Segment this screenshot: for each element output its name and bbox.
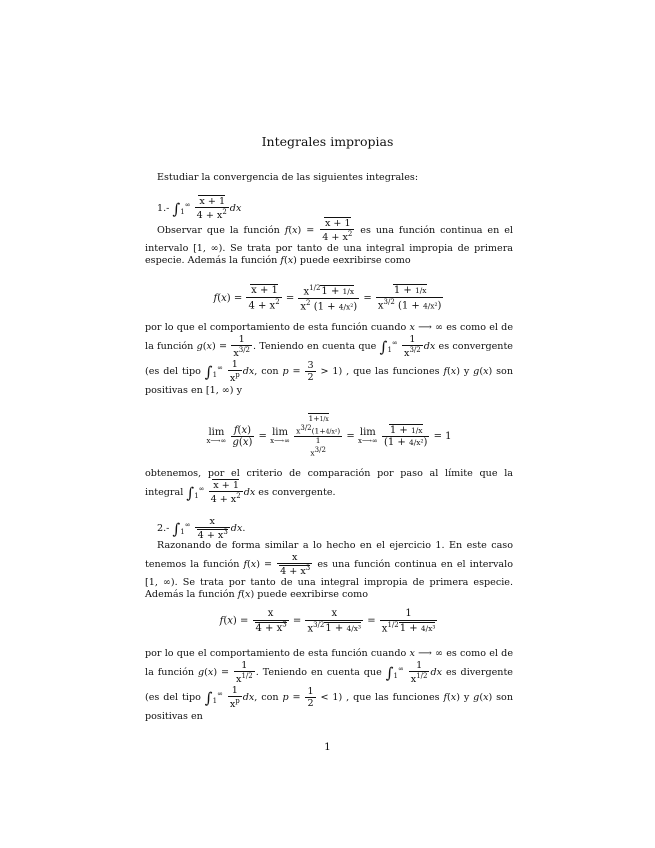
item1-equation-2: lim x⟶∞ $\frac{f(x)}{g(x)}$ = lim x⟶∞ 1+1/x $x^{3/2}(1+4/x^2)$ 1 $x^{3/2}$ = lim x⟶∞ $\frac{1 + 1/x}{\text{(1 + 4/x²)}}$ = 1 xyxy=(206,414,452,458)
item2-equation-1: f(x) = $\frac{x}{4 + x^3}$ = $\frac{x}{x^{3/2}1 + 4/x^3}$ = $\frac{1}{x^{1/2}1 + 4/x^3}$ xyxy=(219,608,436,634)
item2-paragraph-a: Razonando de forma similar a lo hecho en el ejercicio 1. En este caso tenemos la función f(x) = $\frac{x}{4 + x^3}$ es una función continua en el intervalo [1, ∞). Se trata por tanto de una integral impropia de primera especie. Además la función f(x) puede eexribirse como xyxy=(145,540,513,601)
item2-paragraph-b: por lo que el comportamiento de esta función cuando x ⟶ ∞ es como el de la función g(x) = $\frac{1}{x^{1/2}}$ . Teniendo en cuenta que $\int_1^\infty$ $\frac{1}{x^{1/2}}$ dx es divergente (es del tipo $\int_1^\infty$ $\frac{1}{x^p}$ dx, con p = $\frac{1}{2}$ < 1) , que las funciones f(x) y g(x) son positivas en xyxy=(145,648,514,722)
intro-sentence: Estudiar la convergencia de las siguientes integrales: xyxy=(157,172,419,183)
item1-heading: 1.- $\int_1^\infty$ $\frac{x + 1}{4 + x^2}$ dx xyxy=(145,196,513,221)
intro-text xyxy=(145,172,513,184)
item2-label: 2.- xyxy=(157,523,170,535)
page-title: Integrales impropias xyxy=(261,134,394,149)
item1-paragraph-b: por lo que el comportamiento de esta función cuando x ⟶ ∞ es como el de la función g(x) = $\frac{1}{x^{3/2}}$ . Teniendo en cuenta que $\int_1^\infty$ $\frac{1}{x^{3/2}}$ dx es convergente (es del tipo $\int_1^\infty$ $\frac{1}{x^p}$ dx, con p = $\frac{3}{2}$ > 1) , que las funciones f(x) y g(x) son positivas en [1, ∞) y xyxy=(145,322,514,396)
item1-paragraph-a: Observar que la función f(x) = $\frac{x + 1}{4 + x^2}$ es una función continua en el intervalo [1, ∞). Se trata por tanto de una integral impropia de primera especie. Además la función f(x) puede eexribirse como xyxy=(145,218,513,267)
item1-integrand: $\frac{x + 1}{4 + x^2}$ xyxy=(196,196,227,222)
item2-heading: 2.- $\int_1^\infty$ $\frac{x}{4 + x^3}$ dx. xyxy=(145,516,513,541)
page-number: 1 xyxy=(324,741,331,753)
item1-label: 1.- xyxy=(157,203,170,215)
item2-integrand: $\frac{x}{4 + x^3}$ xyxy=(195,516,230,541)
item1-equation-1: f(x) = $\frac{x + 1}{4 + x^2}$ = $\frac{x^{1/2}1 + 1/x}{x^2 (1 + 4/x^2)}$ = $\frac{1 + 1/x}{x^{3/2} (1 + 4/x^2)}$ xyxy=(213,284,442,313)
integral-sign-icon: ∫ xyxy=(172,199,181,218)
item1-paragraph-c: obtenemos, por el criterio de comparación por paso al límite que la integral $\int_1^\infty$ $\frac{x + 1}{4 + x^2}$ dx es convergente. xyxy=(145,468,513,506)
